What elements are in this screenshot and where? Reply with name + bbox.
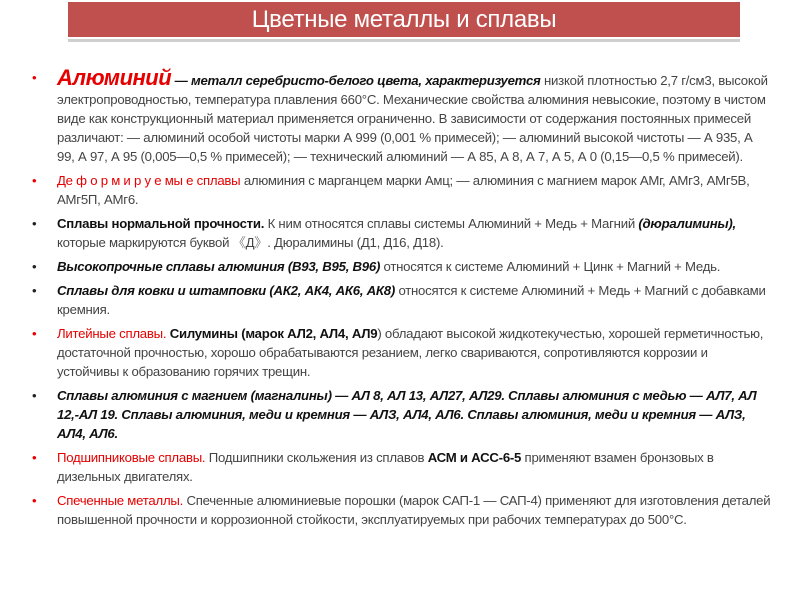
- item-text: Сплавы нормальной прочности.: [57, 216, 265, 231]
- bullet-icon: •: [32, 493, 37, 508]
- list-item: [30, 214, 772, 252]
- item-text: применяют взамен бронзовых в дизельных двигателях.: [57, 450, 714, 484]
- list-item: [30, 281, 772, 319]
- item-text: относятся к системе Алюминий + Цинк + Магний + Медь.: [380, 259, 721, 274]
- list-item: [30, 491, 772, 529]
- item-heading: Спеченные металлы.: [57, 493, 184, 508]
- title-divider: [68, 39, 740, 42]
- bullet-list: [30, 65, 772, 534]
- item-text: Сплавы алюминия с магнием (магналины) — АЛ 8, АЛ 13, АЛ27, АЛ29. Сплавы алюминия с медью — АЛ7, АЛ 12,-АЛ 19. Сплавы алюминия, меди и кремния — АЛЗ, АЛ4, АЛ6. Сплавы алюминия, меди и кремния — АЛЗ, АЛ4, АЛ6.: [57, 388, 757, 441]
- item-text: АСМ и АСС-6-5: [427, 450, 522, 465]
- bullet-icon: •: [32, 216, 37, 231]
- item-text: К ним относятся сплавы системы Алюминий + Медь + Магний: [264, 216, 639, 231]
- bullet-icon: •: [32, 173, 37, 188]
- bullet-icon: •: [32, 70, 37, 85]
- item-text: которые маркируются буквой 《Д》. Дюралимины (Д1, Д16, Д18).: [57, 235, 444, 250]
- item-text: относятся к системе Алюминий + Медь + Магний с добавками кремния.: [57, 283, 766, 317]
- item-text: Спеченные алюминиевые порошки (марок САП-1 — САП-4) применяют для изготовления деталей повышенной прочности и коррозионной стойкости, эксплуатируемых при рабочих температурах до 500°С.: [57, 493, 771, 527]
- bullet-icon: •: [32, 388, 37, 403]
- item-heading: Литейные сплавы.: [57, 326, 167, 341]
- bullet-icon: •: [32, 259, 37, 274]
- item-heading: Де ф о р м и р у е мы е сплавы: [57, 173, 241, 188]
- slide-title: Цветные металлы и сплавы: [68, 2, 740, 37]
- list-item: [30, 324, 772, 381]
- bullet-icon: •: [32, 326, 37, 341]
- item-text: алюминия с марганцем марки Амц; — алюминия с магнием марок АМг, АМг3, АМг5В, АМг5П, АМг6.: [57, 173, 750, 207]
- item-text: — металл серебристо-белого цвета, характеризуется: [171, 73, 541, 88]
- item-text: Сплавы для ковки и штамповки (АК2, АК4, АК6, АК8): [57, 283, 396, 298]
- item-heading: Алюминий: [57, 65, 172, 90]
- item-text: ) обладают высокой жидкотекучестью, хорошей герметичностью, достаточной прочностью, хорошо обрабатываются резанием, легко свариваются, сопротивляются коррозии и устойчивы к образованию горячих трещин.: [57, 326, 764, 379]
- list-item: [30, 257, 772, 276]
- list-item: [30, 386, 772, 443]
- bullet-icon: •: [32, 283, 37, 298]
- item-text: Силумины (марок АЛ2, АЛ4, АЛ9: [166, 326, 378, 341]
- item-text: низкой плотностью 2,7 г/см3, высокой электропроводностью, температура плавления 660°С. Механические свойства алюминия невысокие, поэтому в чистом виде как конструкционный материал применяется ограниченно. В зависимости от содержания постоянных примесей различают: — алюминий особой чистоты марки А 999 (0,001 % примесей); — алюминий высокой чистоты — А 935, А 99, А 97, А 95 (0,005—0,5 % примесей); — технический алюминий — А 85, А 8, А 7, А 5, А 0 (0,15—0,5 % примесей).: [57, 73, 768, 164]
- item-text: (дюралимины),: [638, 216, 736, 231]
- list-item: [30, 65, 772, 166]
- list-item: [30, 171, 772, 209]
- list-item: [30, 448, 772, 486]
- item-text: Подшипники скольжения из сплавов: [205, 450, 428, 465]
- bullet-icon: •: [32, 450, 37, 465]
- item-heading: Подшипниковые сплавы.: [57, 450, 206, 465]
- item-text: Высокопрочные сплавы алюминия (В93, В95, В96): [57, 259, 381, 274]
